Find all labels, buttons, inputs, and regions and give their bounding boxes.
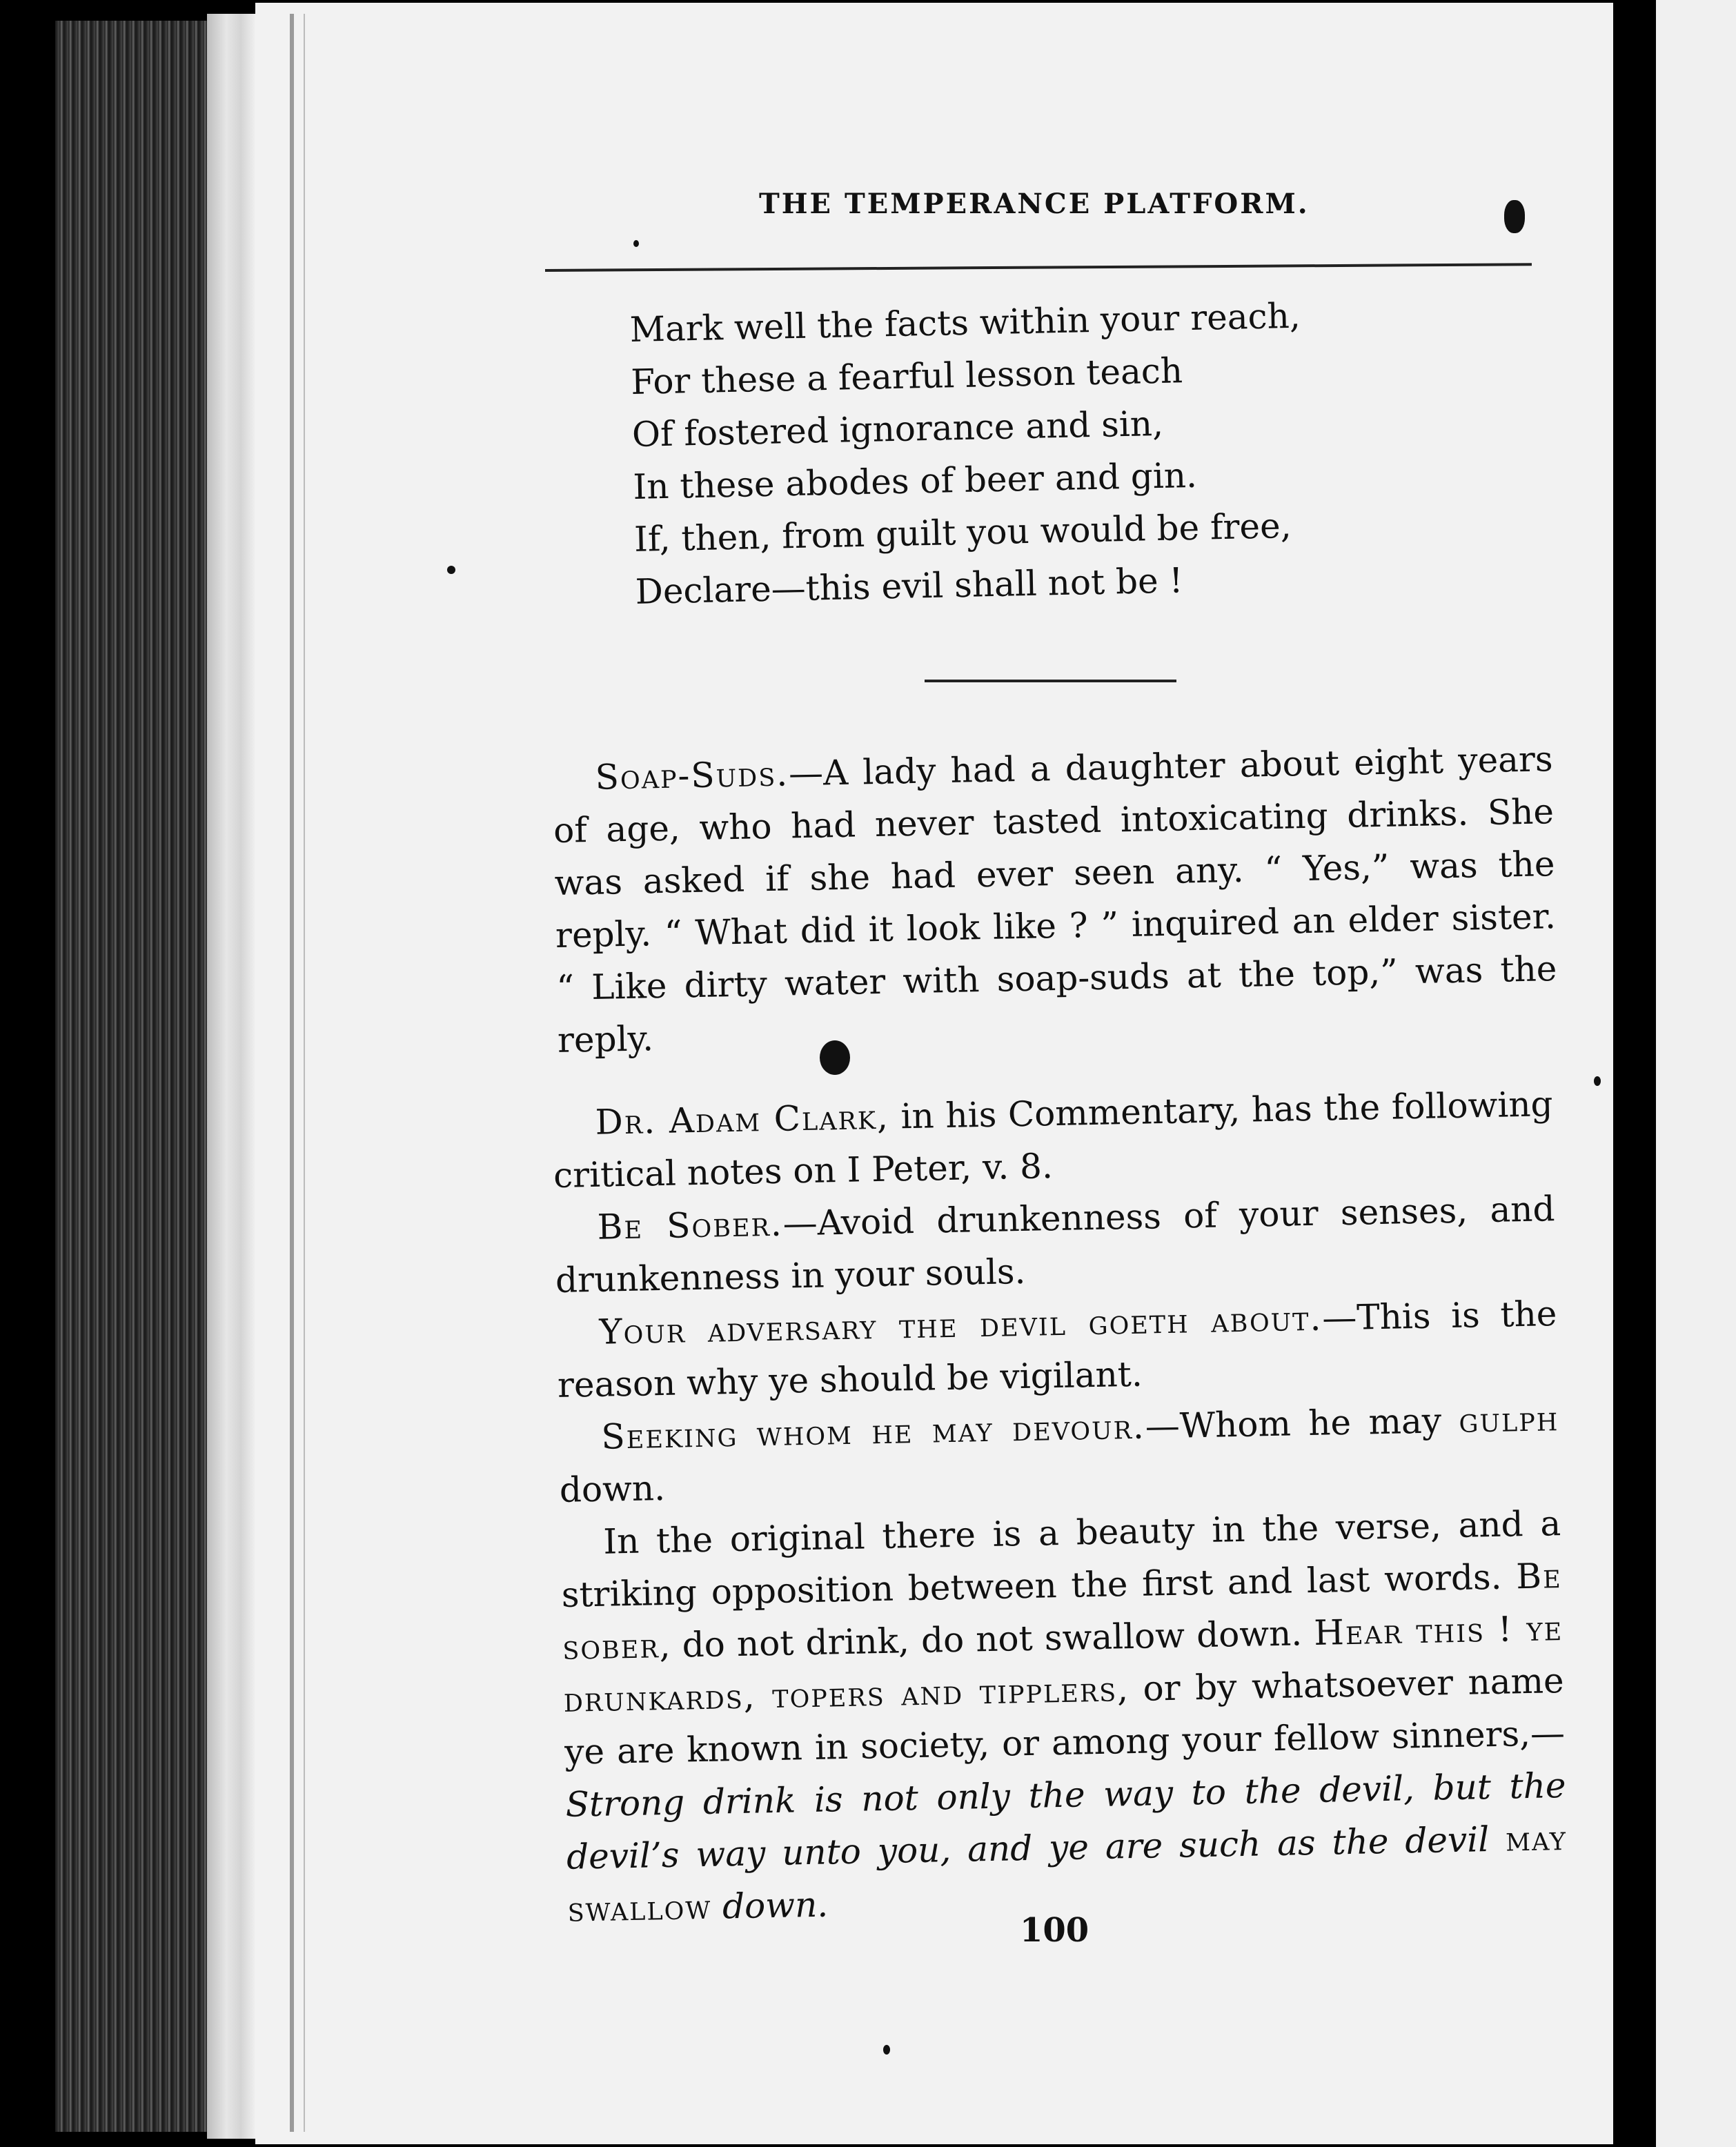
seeking-heading: Seeking whom he may devour. [600, 1406, 1146, 1457]
poem-line: Mark well the facts within your reach, [629, 295, 1301, 350]
page-inner-border-secondary [304, 14, 305, 2132]
ink-speck [820, 1040, 850, 1075]
running-head: THE TEMPERANCE PLATFORM. [759, 188, 1310, 220]
page-stack-edge [55, 21, 221, 2132]
adversary-heading: Your adversary the devil goeth about. [598, 1298, 1323, 1352]
original-italic: Strong drink is not only the way to the devil, but the devil’s way unto you, and ye are such as the devil [565, 1765, 1566, 1877]
adversary-paragraph [556, 1287, 1559, 1412]
ink-speck [447, 566, 455, 574]
be-sober-heading: Be Sober. [597, 1203, 784, 1247]
page-stack-light-edge [207, 14, 255, 2139]
original-down: down. [711, 1884, 829, 1927]
hear-this-emphasis: Hear this ! ye drunkards, topers and tipplers [563, 1608, 1564, 1720]
be-sober-paragraph [554, 1183, 1557, 1307]
page-inner-border [290, 14, 294, 2132]
original-text-1: In the original there is a beauty in the verse, and a striking opposition between the first and last words. [561, 1503, 1561, 1615]
ink-speck [1594, 1076, 1601, 1086]
clark-intro-paragraph [552, 1078, 1555, 1202]
poem-stanza [629, 290, 1306, 618]
poem-line: Of fostered ignorance and sin, [631, 403, 1164, 455]
poem-line: If, then, from guilt you would be free, [633, 505, 1292, 560]
be-sober-text: —Avoid drunkenness of your senses, and drunkenness in your souls. [555, 1189, 1555, 1300]
soap-suds-paragraph [552, 733, 1558, 1067]
right-gutter [1613, 0, 1638, 2147]
page-number: 100 [1020, 1911, 1089, 1950]
poem-line: For these a fearful lesson teach [630, 350, 1183, 402]
may-swallow-emphasis: may swallow [567, 1817, 1568, 1930]
ink-speck [883, 2045, 890, 2055]
seeking-end: down. [559, 1467, 666, 1510]
poem-line: In these abodes of beer and gin. [632, 455, 1198, 507]
poem-line: Declare—this evil shall not be ! [635, 560, 1184, 612]
gulph-word: gulph [1458, 1398, 1559, 1441]
original-text-3: , or by whatsoever name ye are known in society, or among your fellow sinners,— [564, 1661, 1566, 1772]
ink-speck [633, 240, 639, 247]
be-sober-emphasis: Be sober [562, 1556, 1563, 1668]
original-paragraph [560, 1497, 1568, 1936]
next-page-edge [1638, 0, 1656, 2147]
soap-suds-heading: Soap-Suds. [595, 753, 789, 798]
clark-commentary [552, 1078, 1568, 1936]
adversary-text: —This is the reason why ye should be vigilant. [557, 1294, 1557, 1405]
section-separator [925, 680, 1176, 682]
seeking-paragraph [558, 1392, 1561, 1516]
next-page [1656, 0, 1736, 2147]
original-text-2: , do not drink, do not swallow down. [659, 1612, 1314, 1666]
clark-intro: in his Commentary, has the following critical notes on I Peter, v. 8. [553, 1084, 1554, 1196]
soap-suds-text: —A lady had a daughter about eight years of age, who had never tasted intoxicating drinks. She was asked if she had ever seen any. “ Yes,” was the reply. “ What did it look like ? ” inquired an elder sister. “ Like dirty water with soap-suds at the top,” was the reply. [553, 739, 1557, 1060]
clark-name: Dr. Adam Clark, [595, 1096, 890, 1142]
ink-blot [1504, 200, 1525, 233]
seeking-text: —Whom he may [1145, 1400, 1460, 1447]
